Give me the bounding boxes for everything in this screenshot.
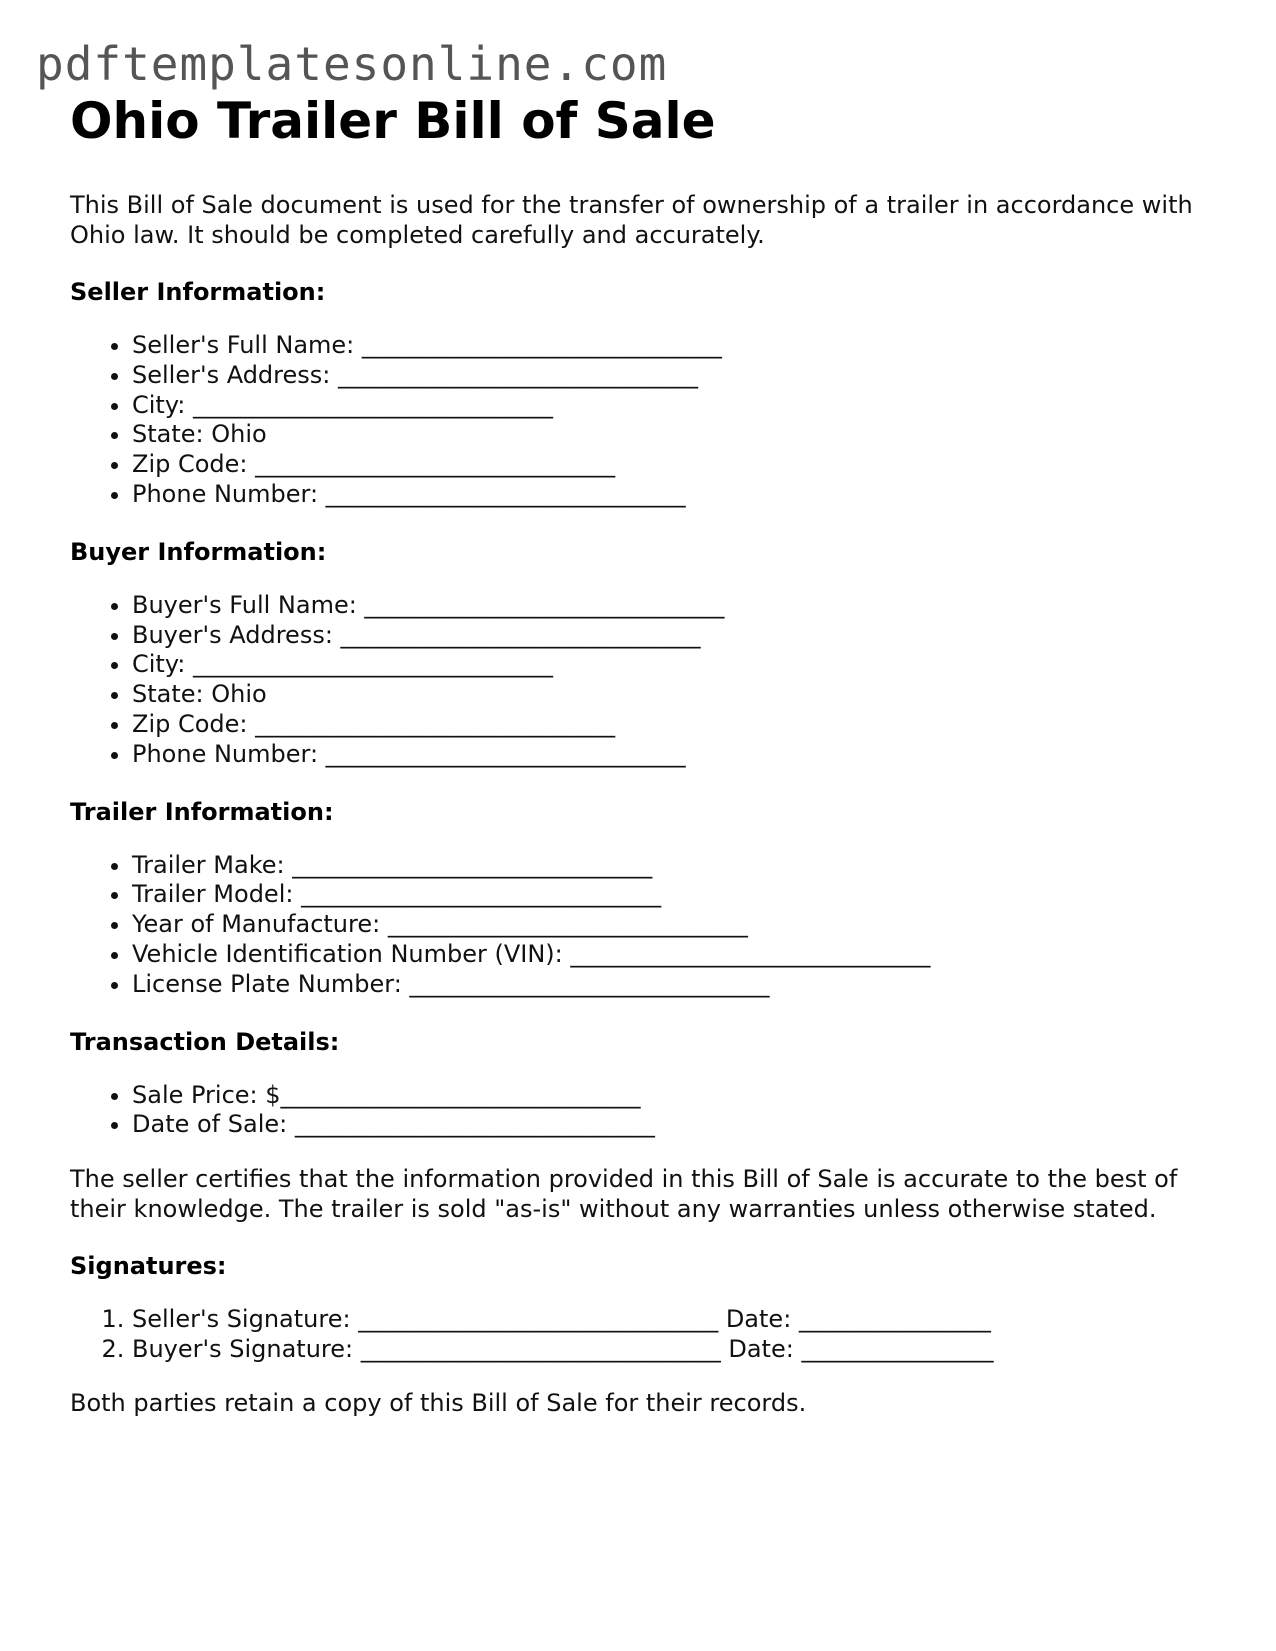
trailer-make-field: • Trailer Make: ______________________________ (132, 851, 1210, 881)
buyer-state-field: • State: Ohio (132, 680, 1210, 710)
seller-city-field: • City: ______________________________ (132, 391, 1210, 421)
buyer-field-list (70, 591, 1210, 770)
sale-date-field: • Date of Sale: ______________________________ (132, 1110, 1210, 1140)
seller-section-heading: Seller Information: (70, 278, 326, 306)
buyer-address-field: • Buyer's Address: ______________________________ (132, 621, 1210, 651)
trailer-section-heading: Trailer Information: (70, 797, 334, 826)
buyer-signature-line: 2. Buyer's Signature: ______________________________ Date: ________________ (132, 1335, 1210, 1365)
intro-paragraph: This Bill of Sale document is used for the transfer of ownership of a trailer in accordance with Ohio law. It should be completed carefully and accurately. (70, 191, 1193, 249)
seller-signature-line: 1. Seller's Signature: ______________________________ Date: ________________ (132, 1305, 1210, 1335)
buyer-zip-field: • Zip Code: ______________________________ (132, 710, 1210, 740)
trailer-vin-field: • Vehicle Identification Number (VIN): ______________________________ (132, 940, 1210, 970)
certification-paragraph: The seller certifies that the information provided in this Bill of Sale is accurate to the best of their knowledge. The trailer is sold "as-is" without any warranties unless otherwise stated. (70, 1165, 1178, 1224)
closing-paragraph: Both parties retain a copy of this Bill of Sale for their records. (70, 1388, 807, 1417)
trailer-year-field: • Year of Manufacture: ______________________________ (132, 910, 1210, 940)
seller-phone-field: • Phone Number: ______________________________ (132, 480, 1210, 510)
seller-full-name-field: • Seller's Full Name: ______________________________ (132, 331, 1210, 361)
trailer-field-list (70, 851, 1210, 1000)
document-page (70, 92, 1210, 1418)
transaction-field-list (70, 1081, 1210, 1141)
seller-field-list (70, 331, 1210, 510)
buyer-full-name-field: • Buyer's Full Name: ______________________________ (132, 591, 1210, 621)
trailer-plate-field: • License Plate Number: ______________________________ (132, 970, 1210, 1000)
signature-list (70, 1305, 1210, 1365)
buyer-section-heading: Buyer Information: (70, 537, 327, 566)
watermark: pdftemplatesonline.com (36, 37, 668, 91)
buyer-phone-field: • Phone Number: ______________________________ (132, 740, 1210, 770)
trailer-model-field: • Trailer Model: ______________________________ (132, 880, 1210, 910)
sale-price-field: • Sale Price: $______________________________ (132, 1081, 1210, 1111)
seller-state-field: • State: Ohio (132, 420, 1210, 450)
seller-zip-field: • Zip Code: ______________________________ (132, 450, 1210, 480)
transaction-section-heading: Transaction Details: (70, 1027, 340, 1056)
seller-address-field: • Seller's Address: ______________________________ (132, 361, 1210, 391)
document-title: Ohio Trailer Bill of Sale (70, 92, 716, 150)
buyer-city-field: • City: ______________________________ (132, 650, 1210, 680)
signatures-section-heading: Signatures: (70, 1252, 227, 1281)
